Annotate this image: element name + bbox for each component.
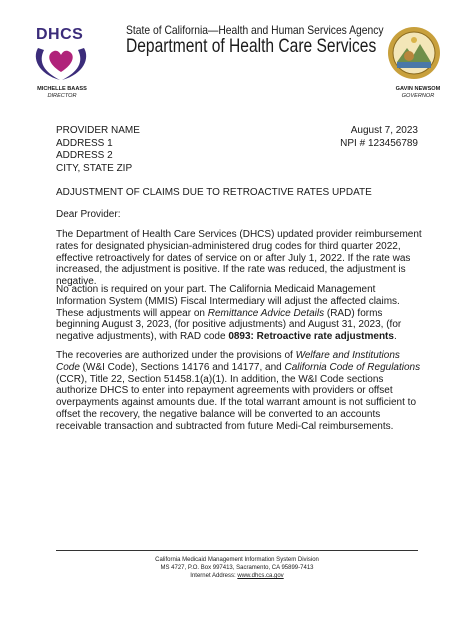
footer-internet-label: Internet Address: <box>190 573 238 579</box>
footer-division: California Medicaid Management Information System Division <box>155 557 319 563</box>
governor-name: GAVIN NEWSOM <box>395 86 441 92</box>
recipient-address-2: ADDRESS 2 <box>56 150 113 161</box>
subject-line: ADJUSTMENT OF CLAIMS DUE TO RETROACTIVE RATES UPDATE <box>56 187 372 198</box>
p3-text-1: The recoveries are authorized under the provisions of <box>56 350 296 361</box>
recipient-name: PROVIDER NAME <box>56 125 140 136</box>
california-code-regulations: California Code of Regulations <box>284 361 421 373</box>
governor-title: GOVERNOR <box>401 93 435 99</box>
state-agency-line: State of California—Health and Human Services Agency <box>126 23 384 37</box>
director-title: DIRECTOR <box>47 93 77 99</box>
governor-block <box>378 86 458 100</box>
director-block <box>24 86 100 100</box>
letter-date: August 7, 2023 <box>350 125 418 136</box>
recipient-address <box>56 125 140 175</box>
footer-address: MS 4727, P.O. Box 997413, Sacramento, CA 95899-7413 <box>160 565 314 571</box>
p3-text-2: (W&I Code), Sections 14176 and 14177, and <box>79 361 285 373</box>
director-name: MICHELLE BAASS <box>37 86 87 92</box>
rad-code: 0893: Retroactive rate adjustments <box>228 331 394 343</box>
california-seal-icon <box>387 26 441 80</box>
remittance-advice-details: Remittance Advice Details <box>207 307 325 319</box>
footer <box>56 556 418 580</box>
paragraph-no-action <box>56 284 426 343</box>
welfare-institutions-code: Welfare and Institutions Code <box>56 350 400 373</box>
dhcs-logo-text: DHCS <box>36 26 84 43</box>
recipient-city-state-zip: CITY, STATE ZIP <box>56 162 133 174</box>
department-name: Department of Health Care Services <box>126 36 377 57</box>
paragraph-recoveries <box>56 350 426 433</box>
p2-text-3: . <box>393 331 397 343</box>
p2-text-2: (RAD) forms beginning August 3, 2023, (for positive adjustments) and August 31, 2023, (for negative adjustments), with RAD code <box>56 307 402 343</box>
npi-number: NPI # 123456789 <box>340 137 418 149</box>
hands-heart-icon <box>30 34 92 82</box>
footer-divider <box>56 550 418 551</box>
p2-text-1: No action is required on your part. The California Medicaid Management Information System (MMIS) Fiscal Intermediary will adjust the affected claims. These adjustments will appear on <box>56 284 400 319</box>
dhcs-logo <box>30 26 92 82</box>
footer-internet <box>56 572 418 580</box>
p3-text-3: (CCR), Title 22, Section 51458.1(a)(1). In addition, the W&I Code sections authorize DHCS to enter into repayment agreements with providers or offset overpayments against amounts due. If the total warrant amount is not sufficient to offset the recovery, the negative balance will be converted to an accounts receivable transaction and subtracted from future Medi-Cal reimbursements. <box>56 373 417 432</box>
dhcs-website-link[interactable]: www.dhcs.ca.gov <box>237 573 284 579</box>
recipient-address-1: ADDRESS 1 <box>56 137 113 149</box>
salutation: Dear Provider: <box>56 209 121 220</box>
paragraph-rates-update: The Department of Health Care Services (DHCS) updated provider reimbursement rates for designated physician-administered drug codes for third quarter 2022, effective retroactively for dates of service on or after July 1, 2022. If the rate was increased, the adjustment is positive. If the rate was reduced, the adjustment is negative. <box>56 229 422 288</box>
date-npi-block <box>340 125 418 150</box>
